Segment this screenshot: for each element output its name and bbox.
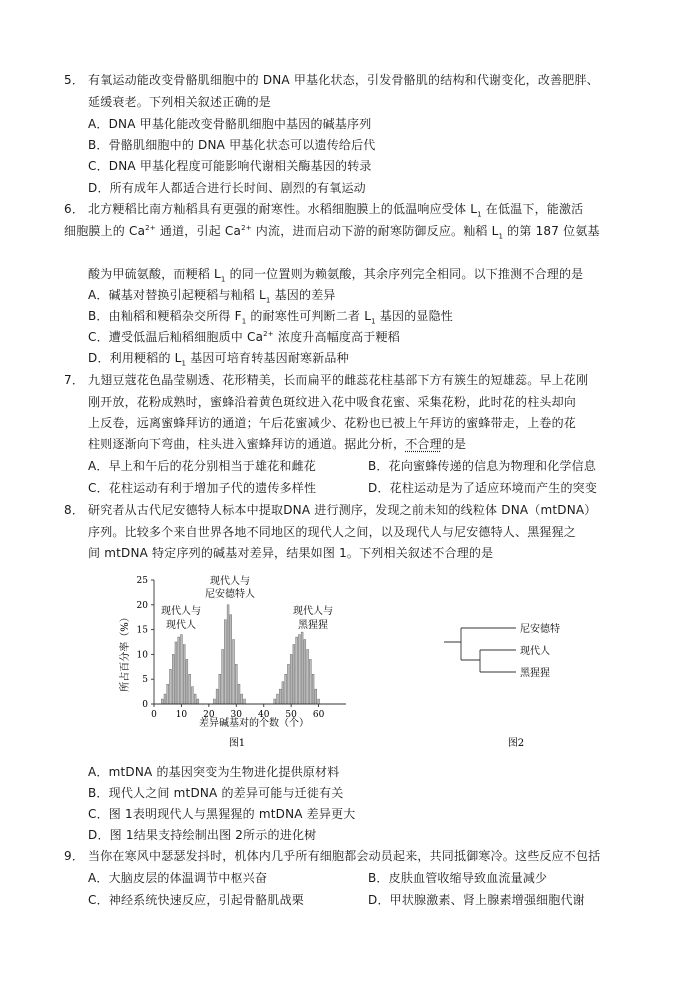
q6-stem-line2: 细胞膜上的 $Ca^{2+}$ 通道，引起 $Ca^{2+}$ 内流，进而启动下游的耐寒防御反应。籼稻 $L_1$ 的第 187 位氨基 xyxy=(64,224,600,241)
histogram-bar-s0-x4 xyxy=(164,694,166,704)
histogram-bar-s2-x57 xyxy=(309,659,311,704)
q9-stem-line1: 当你在寒风中瑟瑟发抖时，机体内几乎所有细胞都会动员起来，共同抵御寒冷。这些反应不包括 xyxy=(88,849,601,863)
histogram-bar-s2-x48 xyxy=(285,674,287,704)
q5-stem-line1: 有氧运动能改变骨骼肌细胞中的 DNA 甲基化状态，引发骨骼肌的结构和代谢变化，改善肥胖、 xyxy=(88,73,599,87)
x-tick-label: 50 xyxy=(285,710,297,720)
q7-option-a: A．早上和午后的花分别相当于雄花和雌花 xyxy=(88,459,317,473)
figure-2-caption: 图2 xyxy=(507,738,525,749)
tree-leaf-chimpanzee: 黑猩猩 xyxy=(520,668,550,679)
q7-stem-line1: 九翅豆蔻花色晶莹剔透、花形精美，长而扁平的雌蕊花柱基部下方有簇生的短雄蕊。早上花刚 xyxy=(88,373,589,387)
q6-option-d: D．利用粳稻的 $L_1$ 基因可培育转基因耐寒新品种 xyxy=(88,351,349,368)
x-tick-label: 60 xyxy=(312,710,325,720)
histogram-bar-s0-x12 xyxy=(186,659,188,704)
x-axis-label: 差异碱基对的个数（个） xyxy=(199,718,309,729)
q9-option-c: C．神经系统快速反应，引起骨骼肌战栗 xyxy=(88,893,304,907)
q7-stem-line3: 上反卷，远离蜜蜂拜访的通道；午后花蜜减少、花粉也已被上午拜访的蜜蜂带走，上卷的花 xyxy=(88,416,577,430)
histogram-bar-s0-x7 xyxy=(172,654,174,704)
q8-stem-line3: 间 mtDNA 特定序列的碱基对差异，结果如图 1。下列相关叙述不合理的是 xyxy=(88,546,494,560)
histogram-bar-s0-x5 xyxy=(167,684,169,704)
figure-2-tree xyxy=(444,628,516,672)
figure-area xyxy=(106,566,560,766)
histogram-bar-s2-x55 xyxy=(304,640,306,704)
q9-option-a: A．大脑皮层的体温调节中枢兴奋 xyxy=(88,871,268,885)
q6-option-c: C．遭受低温后籼稻细胞质中 $Ca^{2+}$ 浓度升高幅度高于粳稻 xyxy=(88,330,400,344)
q8-option-c: C．图 1表明现代人与黑猩猩的 mtDNA 差异更大 xyxy=(88,807,356,821)
histogram-bar-s2-x44 xyxy=(274,699,276,704)
y-axis-label: 所占百分率（%） xyxy=(120,612,131,692)
series-label-modern-neanderthal-2: 尼安德特人 xyxy=(205,589,255,600)
x-tick-label: 20 xyxy=(203,710,215,720)
q5-option-c: C．DNA 甲基化程度可能影响代谢相关酶基因的转录 xyxy=(88,159,372,173)
q8-number: 8． xyxy=(64,503,85,517)
q5-number: 5． xyxy=(64,73,85,87)
q7-option-c: C．花柱运动有利于增加子代的遗传多样性 xyxy=(88,481,317,495)
x-tick-label: 0 xyxy=(151,710,157,720)
q7-number: 7． xyxy=(64,373,85,387)
q6-stem-line3: 酸为甲硫氨酸，而粳稻 $L_1$ 的同一位置则为赖氨酸，其余序列完全相同。以下推测不合理的是 xyxy=(88,267,584,284)
figure-1-caption: 图1 xyxy=(228,738,246,749)
histogram-bar-s1-x27 xyxy=(227,605,229,704)
q6-number: 6． xyxy=(64,202,85,216)
histogram-bar-s1-x25 xyxy=(222,649,224,704)
series-label-modern-chimp: 现代人与 xyxy=(293,606,333,617)
histogram-bar-s0-x8 xyxy=(175,642,177,704)
x-tick-label: 40 xyxy=(257,710,270,720)
y-tick-label: 10 xyxy=(136,650,148,661)
q5-option-a: A．DNA 甲基化能改变骨骼肌细胞中基因的碱基序列 xyxy=(88,117,372,131)
q5-option-d: D．所有成年人都适合进行长时间、剧烈的有氧运动 xyxy=(88,181,366,195)
x-tick-label: 10 xyxy=(175,710,188,720)
histogram-bar-s2-x52 xyxy=(296,637,298,704)
q7-stem-line4: 柱则逐渐向下弯曲，柱头进入蜜蜂拜访的通道。据此分析，不合理的是 xyxy=(88,437,467,451)
q6-stem-line1: 北方粳稻比南方籼稻具有更强的耐寒性。水稻细胞膜上的低温响应受体 $L_1$ 在低温下，能激活 xyxy=(88,202,584,219)
q5-option-b: B．骨骼肌细胞中的 DNA 甲基化状态可以遗传给后代 xyxy=(88,138,376,152)
histogram-bar-s1-x30 xyxy=(235,664,237,704)
q5-stem-line2: 延缓衰老。下列相关叙述正确的是 xyxy=(88,95,272,109)
histogram-bar-s1-x31 xyxy=(238,684,240,704)
histogram-bar-s0-x3 xyxy=(161,699,163,704)
q6-option-b: B．由籼稻和粳稻杂交所得 $F_1$ 的耐寒性可判断二者 $L_1$ 基因的显隐性 xyxy=(88,309,454,326)
tree-leaf-neanderthal: 尼安德特 xyxy=(520,624,560,635)
histogram-bar-s2-x49 xyxy=(287,664,289,704)
q8-option-d: D．图 1结果支持绘制出图 2所示的进化树 xyxy=(88,828,317,842)
y-tick-label: 25 xyxy=(136,576,148,586)
q9-number: 9． xyxy=(64,849,85,863)
histogram-bar-s2-x51 xyxy=(293,644,295,704)
q8-option-a: A．mtDNA 的基因突变为生物进化提供原材料 xyxy=(88,765,340,779)
figure-1-histogram xyxy=(106,566,560,766)
q8-stem-line2: 序列。比较多个来自世界各地不同地区的现代人之间，以及现代人与尼安德特人、黑猩猩之 xyxy=(88,525,577,539)
q7-option-b: B．花向蜜蜂传递的信息为物理和化学信息 xyxy=(368,459,597,473)
q7-stem-line2: 刚开放，花粉成熟时，蜜蜂沿着黄色斑纹进入花中吸食花蜜、采集花粉，此时花的柱头却向 xyxy=(88,395,577,409)
histogram-bar-s2-x47 xyxy=(282,682,284,704)
histogram-bar-s2-x45 xyxy=(276,694,278,704)
series-label-modern-neanderthal: 现代人与 xyxy=(210,576,250,587)
histogram-bar-s1-x26 xyxy=(224,620,226,704)
q8-option-b: B．现代人之间 mtDNA 的差异可能与迁徙有关 xyxy=(88,786,344,800)
histogram-bar-s1-x32 xyxy=(241,694,243,704)
series-label-modern-chimp-2: 黑猩猩 xyxy=(298,620,328,631)
q9-option-d: D．甲状腺激素、肾上腺素增强细胞代谢 xyxy=(368,893,585,907)
histogram-bar-s2-x46 xyxy=(279,689,281,704)
histogram-bar-s0-x14 xyxy=(191,687,193,704)
histogram-bar-s0-x15 xyxy=(194,694,196,704)
histogram-bar-s1-x28 xyxy=(230,615,232,704)
y-tick-label: 0 xyxy=(142,700,148,710)
histogram-bar-s0-x10 xyxy=(180,635,182,704)
series-label-modern-modern: 现代人与 xyxy=(161,606,201,617)
histogram-bar-s2-x60 xyxy=(318,699,320,704)
q9-option-b: B．皮肤血管收缩导致血流量减少 xyxy=(368,871,548,885)
histogram-bar-s2-x54 xyxy=(301,632,303,704)
series-label-modern-modern-2: 现代人 xyxy=(166,620,196,631)
histogram-bar-s0-x13 xyxy=(189,674,191,704)
histogram-bar-s1-x22 xyxy=(213,699,215,704)
histogram-bar-s2-x58 xyxy=(312,674,314,704)
histogram-bar-s2-x59 xyxy=(315,689,317,704)
x-tick-label: 30 xyxy=(230,710,243,720)
histogram-bar-s2-x53 xyxy=(298,635,300,704)
histogram-bar-s0-x11 xyxy=(183,644,185,704)
histogram-bar-s1-x29 xyxy=(233,640,235,704)
q8-stem-line1: 研究者从古代尼安德特人标本中提取DNA 进行测序，发现之前未知的线粒体 DNA（mtDNA） xyxy=(88,503,597,517)
q6-option-a: A．碱基对替换引起粳稻与籼稻 $L_1$ 基因的差异 xyxy=(88,288,336,305)
histogram-bar-s1-x33 xyxy=(244,699,246,704)
histogram-bar-s0-x9 xyxy=(178,637,180,704)
histogram-bar-s2-x56 xyxy=(307,649,309,704)
histogram-bar-s1-x24 xyxy=(219,674,221,704)
y-tick-label: 20 xyxy=(136,600,148,611)
y-tick-label: 15 xyxy=(136,625,148,636)
y-tick-label: 5 xyxy=(142,675,148,686)
q7-option-d: D．花柱运动是为了适应环境而产生的突变 xyxy=(368,481,598,495)
emphasis-not-reasonable: 不合理 xyxy=(405,437,442,451)
histogram-bar-s0-x16 xyxy=(197,699,199,704)
histogram-bar-s2-x50 xyxy=(290,654,292,704)
histogram-bar-s1-x23 xyxy=(216,689,218,704)
histogram-bar-s0-x6 xyxy=(169,669,171,704)
tree-leaf-modern-human: 现代人 xyxy=(520,646,550,657)
